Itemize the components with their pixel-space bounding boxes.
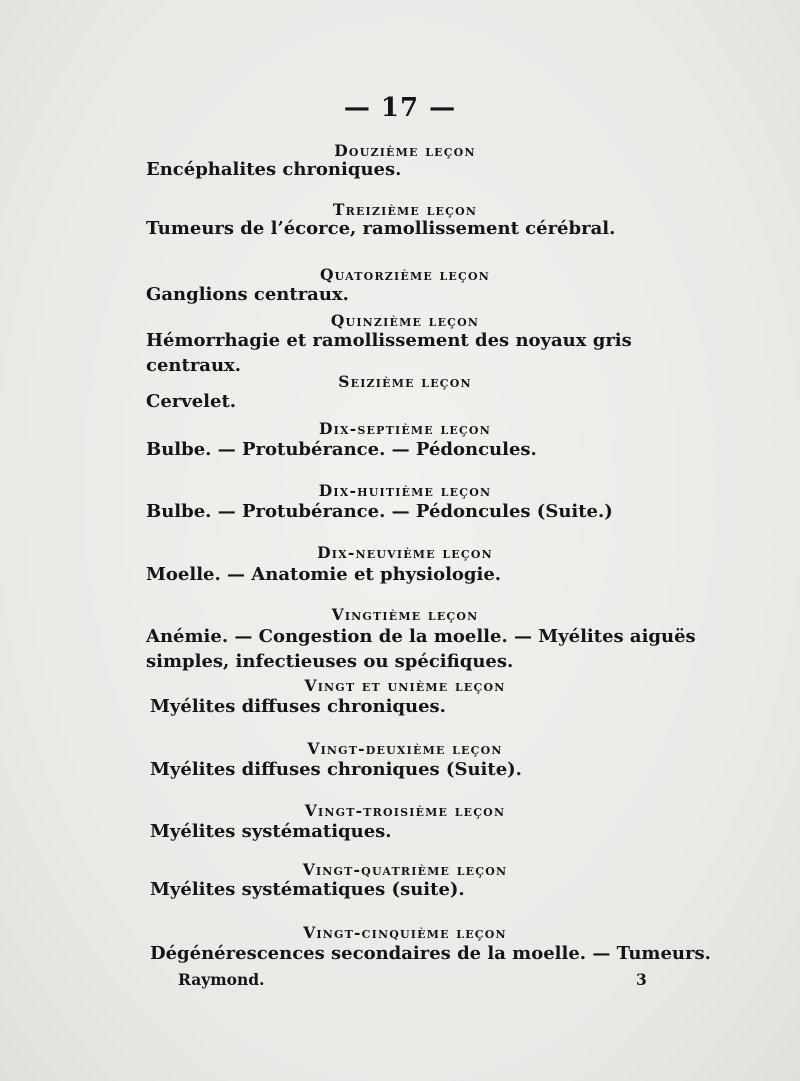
lecon-title: Quatorzième leçon xyxy=(319,265,491,284)
lecon-text xyxy=(146,624,708,674)
lecon-text: Myélites diffuses chroniques. xyxy=(150,696,446,717)
lecon-title: Quinzième leçon xyxy=(330,311,480,330)
page-number: — 17 — xyxy=(343,93,457,123)
lecon-title: Dix-neuvième leçon xyxy=(317,543,493,562)
lecon-text: Myélites diffuses chroniques (Suite). xyxy=(150,759,522,780)
lecon-text-line: Anémie. — Congestion de la moelle. — Myélites aiguës simples, infectieuses ou spécifiques. xyxy=(146,626,696,672)
lecon-text: Tumeurs de l’écorce, ramollissement cérébral. xyxy=(146,218,616,239)
lecon-text: Moelle. — Anatomie et physiologie. xyxy=(146,564,502,585)
lecon-title: Vingt-troisième leçon xyxy=(304,801,506,820)
signature-mark: 3 xyxy=(636,970,647,989)
lecon-title: Vingtième leçon xyxy=(331,605,479,624)
lecon-text: Dégénérescences secondaires de la moelle. — Tumeurs. xyxy=(150,943,711,964)
lecon-title: Vingt-cinquième leçon xyxy=(303,923,507,942)
lecon-text: Hémorrhagie et ramollissement des noyaux gris centraux. xyxy=(146,330,632,376)
lecon-text: Bulbe. — Protubérance. — Pédoncules. xyxy=(146,439,537,460)
lecon-text: Ganglions centraux. xyxy=(146,284,349,305)
lecon-title: Treizième leçon xyxy=(332,200,478,219)
lecon-title: Vingt et unième leçon xyxy=(304,676,506,695)
lecon-text: Myélites systématiques. xyxy=(150,821,392,842)
lecon-text: Bulbe. — Protubérance. — Pédoncules (Suite.) xyxy=(146,501,613,522)
lecon-text: Myélites systématiques (suite). xyxy=(150,879,465,900)
lecon-text: Cervelet. xyxy=(146,391,237,412)
lecon-title: Vingt-quatrième leçon xyxy=(302,860,508,879)
lecon-title: Vingt-deuxième leçon xyxy=(307,739,503,758)
lecon-text: Encéphalites chroniques. xyxy=(146,159,402,180)
footer-author: Raymond. xyxy=(178,970,265,989)
lecon-title: Douzième leçon xyxy=(334,141,476,160)
lecon-title: Seizième leçon xyxy=(338,372,472,391)
lecon-title: Dix-septième leçon xyxy=(319,419,491,438)
lecon-title: Dix-huitième leçon xyxy=(318,481,492,500)
